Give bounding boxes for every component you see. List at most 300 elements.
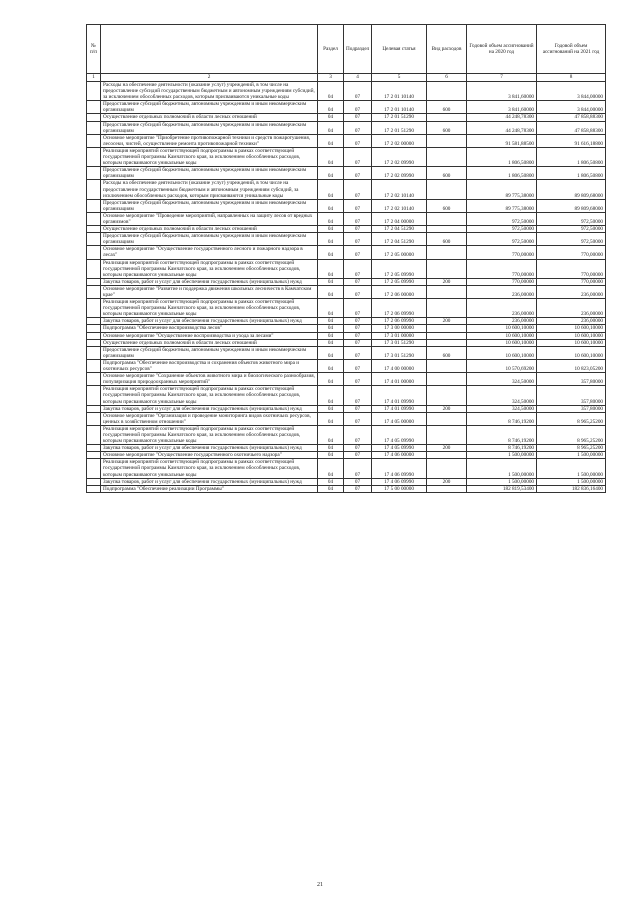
table-row — [87, 452, 606, 459]
row-name-cell: Реализация мероприятий соответствующей подпрограммы в рамках соответствующей государственной программы Камчатского края, за исключением обособленных расходов, которым присваиваются уникальные коды — [101, 259, 318, 278]
row-number-cell — [87, 299, 101, 318]
row-razdel-cell: 04 — [318, 339, 344, 346]
row-podrazdel-cell: 07 — [344, 212, 372, 225]
row-number-cell — [87, 445, 101, 452]
row-number-cell — [87, 325, 101, 332]
row-vr-cell — [427, 332, 467, 339]
header-col-razdel: Раздел — [318, 25, 344, 74]
row-csr-cell: 17 2 01 51290 — [372, 114, 427, 121]
row-podrazdel-cell: 07 — [344, 452, 372, 459]
row-razdel-cell: 04 — [318, 425, 344, 444]
row-2020-cell: 182 819,53400 — [467, 485, 537, 492]
table-row — [87, 101, 606, 114]
row-podrazdel-cell: 07 — [344, 485, 372, 492]
row-name-cell: Основное мероприятие "Осуществление государственного охотничьего надзора" — [101, 452, 318, 459]
row-razdel-cell: 04 — [318, 346, 344, 359]
row-razdel-cell: 04 — [318, 233, 344, 246]
table-row — [87, 212, 606, 225]
row-name-cell: Осуществление отдельных полномочий в области лесных отношений — [101, 226, 318, 233]
row-2020-cell: 10 600,10000 — [467, 346, 537, 359]
row-2021-cell: 10 600,10000 — [537, 332, 606, 339]
header-col-name — [101, 25, 318, 74]
row-podrazdel-cell: 07 — [344, 425, 372, 444]
row-2020-cell: 89 775,38000 — [467, 199, 537, 212]
row-2020-cell: 972,50000 — [467, 233, 537, 246]
row-name-cell: Реализация мероприятий соответствующей подпрограммы в рамках соответствующей государственной программы Камчатского края, за исключением обособленных расходов, которым присваиваются уникальные коды — [101, 459, 318, 478]
row-2020-cell: 91 581,88500 — [467, 134, 537, 147]
row-csr-cell: 17 5 00 00000 — [372, 485, 427, 492]
row-vr-cell — [427, 246, 467, 259]
row-2020-cell: 8 746,19200 — [467, 425, 537, 444]
row-csr-cell: 17 4 05 09990 — [372, 445, 427, 452]
table-row — [87, 82, 606, 101]
row-csr-cell: 17 4 06 00000 — [372, 452, 427, 459]
row-csr-cell: 17 2 06 09990 — [372, 318, 427, 325]
table-row — [87, 114, 606, 121]
row-csr-cell: 17 4 05 09990 — [372, 425, 427, 444]
row-number-cell — [87, 167, 101, 180]
header-col-podrazdel: Подраздел — [344, 25, 372, 74]
row-2021-cell: 1 500,00000 — [537, 459, 606, 478]
row-name-cell: Предоставление субсидий бюджетным, автономным учреждениям и иным некоммерческим организациям — [101, 167, 318, 180]
row-vr-cell — [427, 82, 467, 101]
row-number-cell — [87, 425, 101, 444]
row-number-cell — [87, 452, 101, 459]
row-podrazdel-cell: 07 — [344, 445, 372, 452]
row-razdel-cell: 04 — [318, 318, 344, 325]
row-2021-cell: 8 965,25200 — [537, 445, 606, 452]
row-razdel-cell: 04 — [318, 485, 344, 492]
row-podrazdel-cell: 07 — [344, 373, 372, 386]
row-name-cell: Основное мероприятие "Сохранение объектов животного мира и биологического разнообразия, популяризация природоохранных мероприятий" — [101, 373, 318, 386]
row-razdel-cell: 04 — [318, 180, 344, 199]
row-2021-cell: 10 600,10000 — [537, 339, 606, 346]
row-csr-cell: 17 2 06 09990 — [372, 299, 427, 318]
header-col-num: № п/п — [87, 25, 101, 74]
row-vr-cell: 600 — [427, 101, 467, 114]
row-name-cell: Закупка товаров, работ и услуг для обеспечения государственных (муниципальных) нужд — [101, 318, 318, 325]
row-podrazdel-cell: 07 — [344, 82, 372, 101]
row-csr-cell: 17 4 00 00000 — [372, 359, 427, 372]
column-number: 5 — [372, 74, 427, 82]
row-number-cell — [87, 346, 101, 359]
table-row — [87, 412, 606, 425]
column-number: 4 — [344, 74, 372, 82]
row-2021-cell: 10 600,10000 — [537, 325, 606, 332]
row-vr-cell — [427, 325, 467, 332]
row-2020-cell: 972,50000 — [467, 212, 537, 225]
row-2020-cell: 770,00000 — [467, 278, 537, 285]
row-2021-cell: 8 965,25200 — [537, 412, 606, 425]
row-csr-cell: 17 2 01 10140 — [372, 82, 427, 101]
row-podrazdel-cell: 07 — [344, 478, 372, 485]
row-2021-cell: 182 836,16400 — [537, 485, 606, 492]
row-2021-cell: 236,00000 — [537, 285, 606, 298]
row-2021-cell: 89 809,68000 — [537, 199, 606, 212]
row-csr-cell: 17 2 05 09990 — [372, 278, 427, 285]
row-2020-cell: 10 600,10000 — [467, 325, 537, 332]
column-number: 2 — [101, 74, 318, 82]
row-2020-cell: 89 775,38000 — [467, 180, 537, 199]
row-name-cell: Основное мероприятие "Осуществление государственного лесного и пожарного надзора в лесах" — [101, 246, 318, 259]
row-podrazdel-cell: 07 — [344, 346, 372, 359]
row-csr-cell: 17 2 04 51290 — [372, 233, 427, 246]
row-csr-cell: 17 3 00 00000 — [372, 325, 427, 332]
row-2021-cell: 357,80000 — [537, 405, 606, 412]
table-row — [87, 199, 606, 212]
row-2020-cell: 236,00000 — [467, 318, 537, 325]
row-vr-cell: 600 — [427, 199, 467, 212]
row-vr-cell: 600 — [427, 346, 467, 359]
row-csr-cell: 17 4 06 09990 — [372, 459, 427, 478]
table-row — [87, 325, 606, 332]
row-2020-cell: 1 500,00000 — [467, 459, 537, 478]
table-row — [87, 226, 606, 233]
row-vr-cell — [427, 373, 467, 386]
row-2020-cell: 8 746,19200 — [467, 412, 537, 425]
row-podrazdel-cell: 07 — [344, 386, 372, 405]
row-number-cell — [87, 233, 101, 246]
row-2021-cell: 1 806,50800 — [537, 147, 606, 166]
table-row — [87, 373, 606, 386]
row-number-cell — [87, 82, 101, 101]
row-2020-cell: 8 746,19200 — [467, 445, 537, 452]
row-vr-cell — [427, 226, 467, 233]
row-2020-cell: 770,00000 — [467, 259, 537, 278]
row-number-cell — [87, 199, 101, 212]
table-header-row — [87, 25, 606, 74]
row-podrazdel-cell: 07 — [344, 299, 372, 318]
row-2020-cell: 44 248,78300 — [467, 114, 537, 121]
row-number-cell — [87, 226, 101, 233]
row-razdel-cell: 04 — [318, 285, 344, 298]
row-razdel-cell: 04 — [318, 299, 344, 318]
row-number-cell — [87, 246, 101, 259]
table-row — [87, 121, 606, 134]
row-vr-cell — [427, 212, 467, 225]
row-vr-cell — [427, 259, 467, 278]
row-2020-cell: 3 841,60000 — [467, 101, 537, 114]
column-number: 1 — [87, 74, 101, 82]
row-razdel-cell: 04 — [318, 259, 344, 278]
row-vr-cell — [427, 452, 467, 459]
table-row — [87, 134, 606, 147]
row-name-cell: Основное мероприятие "Осуществление воспроизводства и ухода за лесами" — [101, 332, 318, 339]
table-row — [87, 167, 606, 180]
row-2020-cell: 324,50000 — [467, 405, 537, 412]
row-number-cell — [87, 114, 101, 121]
row-razdel-cell: 04 — [318, 412, 344, 425]
row-razdel-cell: 04 — [318, 325, 344, 332]
row-2020-cell: 770,00000 — [467, 246, 537, 259]
row-vr-cell — [427, 459, 467, 478]
row-csr-cell: 17 2 02 09990 — [372, 147, 427, 166]
row-2020-cell: 236,00000 — [467, 285, 537, 298]
column-number-row — [87, 74, 606, 82]
row-number-cell — [87, 121, 101, 134]
row-2021-cell: 770,00000 — [537, 246, 606, 259]
row-vr-cell — [427, 386, 467, 405]
row-vr-cell: 200 — [427, 278, 467, 285]
row-vr-cell — [427, 425, 467, 444]
table-row — [87, 445, 606, 452]
row-2020-cell: 1 806,50800 — [467, 147, 537, 166]
row-podrazdel-cell: 07 — [344, 226, 372, 233]
row-name-cell: Подпрограмма "Обеспечение воспроизводства и сохранения объектов животного мира и охотничьих ресурсов" — [101, 359, 318, 372]
row-csr-cell: 17 3 01 51290 — [372, 346, 427, 359]
table-row — [87, 147, 606, 166]
row-csr-cell: 17 3 01 00000 — [372, 332, 427, 339]
page-number: 21 — [317, 882, 323, 888]
row-number-cell — [87, 359, 101, 372]
row-razdel-cell: 04 — [318, 82, 344, 101]
table-row — [87, 339, 606, 346]
row-2020-cell: 1 500,00000 — [467, 478, 537, 485]
row-name-cell: Реализация мероприятий соответствующей подпрограммы в рамках соответствующей государственной программы Камчатского края, за исключением обособленных расходов, которым присваиваются уникальные коды — [101, 147, 318, 166]
header-col-2020: Годовой объем ассигнований на 2020 год — [467, 25, 537, 74]
row-name-cell: Закупка товаров, работ и услуг для обеспечения государственных (муниципальных) нужд — [101, 445, 318, 452]
row-podrazdel-cell: 07 — [344, 134, 372, 147]
row-number-cell — [87, 278, 101, 285]
row-csr-cell: 17 2 04 51290 — [372, 226, 427, 233]
row-2021-cell: 3 844,00000 — [537, 101, 606, 114]
row-2020-cell: 1 806,50800 — [467, 167, 537, 180]
row-2021-cell: 972,50000 — [537, 212, 606, 225]
row-razdel-cell: 04 — [318, 134, 344, 147]
row-number-cell — [87, 373, 101, 386]
row-number-cell — [87, 339, 101, 346]
row-csr-cell: 17 2 02 10140 — [372, 199, 427, 212]
row-podrazdel-cell: 07 — [344, 278, 372, 285]
row-2020-cell: 10 600,10000 — [467, 332, 537, 339]
row-2021-cell: 47 858,88300 — [537, 114, 606, 121]
row-2021-cell: 3 844,00000 — [537, 82, 606, 101]
row-name-cell: Закупка товаров, работ и услуг для обеспечения государственных (муниципальных) нужд — [101, 278, 318, 285]
row-razdel-cell: 04 — [318, 167, 344, 180]
row-razdel-cell: 04 — [318, 478, 344, 485]
row-name-cell: Основное мероприятие "Приобретение противопожарной техники и средств пожаротушения, лесосеки, чистей, осуществление ремонта противопожарной техники" — [101, 134, 318, 147]
row-name-cell: Расходы на обеспечение деятельности (оказание услуг) учреждений, в том числе на предоставление субсидий государственным бюджетным и автономным учреждениям субсидий, за исключением обособленных расходов, которым присваиваются уникальные коды — [101, 82, 318, 101]
row-podrazdel-cell: 07 — [344, 121, 372, 134]
row-name-cell: Подпрограмма "Обеспечение реализации Программы" — [101, 485, 318, 492]
row-podrazdel-cell: 07 — [344, 233, 372, 246]
row-csr-cell: 17 2 04 00000 — [372, 212, 427, 225]
row-vr-cell — [427, 359, 467, 372]
row-razdel-cell: 04 — [318, 147, 344, 166]
row-podrazdel-cell: 07 — [344, 167, 372, 180]
row-number-cell — [87, 412, 101, 425]
row-razdel-cell: 04 — [318, 459, 344, 478]
row-csr-cell: 17 4 05 00000 — [372, 412, 427, 425]
column-number: 7 — [467, 74, 537, 82]
row-vr-cell — [427, 134, 467, 147]
table-row — [87, 285, 606, 298]
row-vr-cell — [427, 299, 467, 318]
column-number: 3 — [318, 74, 344, 82]
row-2020-cell: 44 248,78300 — [467, 121, 537, 134]
row-razdel-cell: 04 — [318, 278, 344, 285]
row-razdel-cell: 04 — [318, 226, 344, 233]
row-2021-cell: 972,50000 — [537, 233, 606, 246]
row-2021-cell: 357,80000 — [537, 386, 606, 405]
row-csr-cell: 17 2 06 00000 — [372, 285, 427, 298]
row-2020-cell: 3 841,60000 — [467, 82, 537, 101]
row-name-cell: Осуществление отдельных полномочий в области лесных отношений — [101, 114, 318, 121]
row-name-cell: Реализация мероприятий соответствующей подпрограммы в рамках соответствующей государственной программы Камчатского края, за исключением обособленных расходов, которым присваиваются уникальные коды — [101, 386, 318, 405]
row-vr-cell — [427, 180, 467, 199]
row-number-cell — [87, 285, 101, 298]
row-2020-cell: 10 570,69200 — [467, 359, 537, 372]
table-row — [87, 332, 606, 339]
row-number-cell — [87, 180, 101, 199]
row-number-cell — [87, 147, 101, 166]
row-csr-cell: 17 2 01 10140 — [372, 101, 427, 114]
row-2021-cell: 47 858,88300 — [537, 121, 606, 134]
row-name-cell: Реализация мероприятий соответствующей подпрограммы в рамках соответствующей государственной программы Камчатского края, за исключением обособленных расходов, которым присваиваются уникальные коды — [101, 425, 318, 444]
row-razdel-cell: 04 — [318, 359, 344, 372]
row-csr-cell: 17 4 01 09990 — [372, 386, 427, 405]
table-row — [87, 359, 606, 372]
row-name-cell: Реализация мероприятий соответствующей подпрограммы в рамках соответствующей государственной программы Камчатского края, за исключением обособленных расходов, которым присваиваются уникальные коды — [101, 299, 318, 318]
table-row — [87, 180, 606, 199]
row-podrazdel-cell: 07 — [344, 180, 372, 199]
row-csr-cell: 17 2 02 00000 — [372, 134, 427, 147]
row-razdel-cell: 04 — [318, 101, 344, 114]
row-2021-cell: 236,00000 — [537, 318, 606, 325]
row-razdel-cell: 04 — [318, 373, 344, 386]
row-name-cell: Основное мероприятие "Проведение мероприятий, направленных на защиту лесов от вредных организмов" — [101, 212, 318, 225]
row-csr-cell: 17 2 05 00000 — [372, 246, 427, 259]
column-number: 6 — [427, 74, 467, 82]
row-podrazdel-cell: 07 — [344, 459, 372, 478]
row-podrazdel-cell: 07 — [344, 405, 372, 412]
row-2021-cell: 1 806,50800 — [537, 167, 606, 180]
row-vr-cell — [427, 285, 467, 298]
row-razdel-cell: 04 — [318, 445, 344, 452]
row-number-cell — [87, 332, 101, 339]
table-row — [87, 386, 606, 405]
row-podrazdel-cell: 07 — [344, 412, 372, 425]
row-podrazdel-cell: 07 — [344, 325, 372, 332]
row-razdel-cell: 04 — [318, 212, 344, 225]
row-razdel-cell: 04 — [318, 199, 344, 212]
row-number-cell — [87, 134, 101, 147]
row-number-cell — [87, 101, 101, 114]
row-2021-cell: 1 500,00000 — [537, 478, 606, 485]
row-razdel-cell: 04 — [318, 386, 344, 405]
row-csr-cell: 17 2 02 09990 — [372, 167, 427, 180]
table-row — [87, 233, 606, 246]
row-vr-cell: 200 — [427, 478, 467, 485]
table-row — [87, 278, 606, 285]
table-row — [87, 259, 606, 278]
row-csr-cell: 17 4 01 00000 — [372, 373, 427, 386]
row-2021-cell: 10 600,10000 — [537, 346, 606, 359]
budget-table — [86, 24, 606, 493]
row-number-cell — [87, 405, 101, 412]
row-number-cell — [87, 259, 101, 278]
row-2020-cell: 10 600,10000 — [467, 339, 537, 346]
row-2021-cell: 236,00000 — [537, 299, 606, 318]
row-csr-cell: 17 2 02 10140 — [372, 180, 427, 199]
row-name-cell: Подпрограмма "Обеспечение воспроизводства лесов" — [101, 325, 318, 332]
row-2021-cell: 770,00000 — [537, 278, 606, 285]
column-number: 8 — [537, 74, 606, 82]
row-razdel-cell: 04 — [318, 332, 344, 339]
row-name-cell: Расходы на обеспечение деятельности (оказание услуг) учреждений, в том числе на предоставление государственным бюджетным и автономным учреждениям субсидий, за исключением обособленных расходов, которым присваиваются уникальные коды — [101, 180, 318, 199]
row-razdel-cell: 04 — [318, 246, 344, 259]
table-row — [87, 346, 606, 359]
row-2020-cell: 972,50000 — [467, 226, 537, 233]
row-2021-cell: 972,50000 — [537, 226, 606, 233]
header-col-csr: Целевая статья — [372, 25, 427, 74]
row-name-cell: Основное мероприятие "Развитие и поддержка движения школьных лесничеств в Камчатском крае" — [101, 285, 318, 298]
row-name-cell: Предоставление субсидий бюджетным, автономным учреждениям и иным некоммерческим организациям — [101, 233, 318, 246]
row-name-cell: Предоставление субсидий бюджетным, автономным учреждениям и иным некоммерческим организациям — [101, 346, 318, 359]
row-2021-cell: 770,00000 — [537, 259, 606, 278]
row-vr-cell — [427, 485, 467, 492]
table-row — [87, 299, 606, 318]
row-vr-cell — [427, 412, 467, 425]
row-podrazdel-cell: 07 — [344, 199, 372, 212]
table-row — [87, 459, 606, 478]
table-row — [87, 485, 606, 492]
row-2021-cell: 89 809,68000 — [537, 180, 606, 199]
row-number-cell — [87, 485, 101, 492]
row-number-cell — [87, 318, 101, 325]
row-podrazdel-cell: 07 — [344, 339, 372, 346]
row-podrazdel-cell: 07 — [344, 259, 372, 278]
row-vr-cell: 200 — [427, 318, 467, 325]
row-name-cell: Осуществление отдельных полномочий в области лесных отношений — [101, 339, 318, 346]
row-csr-cell: 17 2 05 09990 — [372, 259, 427, 278]
row-razdel-cell: 04 — [318, 405, 344, 412]
row-name-cell: Предоставление субсидий бюджетным, автономным учреждениям и иным некоммерческим организациям — [101, 121, 318, 134]
row-csr-cell: 17 4 01 09990 — [372, 405, 427, 412]
row-podrazdel-cell: 07 — [344, 101, 372, 114]
row-number-cell — [87, 212, 101, 225]
row-name-cell: Закупка товаров, работ и услуг для обеспечения государственных (муниципальных) нужд — [101, 478, 318, 485]
header-col-2021: Годовой объем ассигнований на 2021 год — [537, 25, 606, 74]
row-podrazdel-cell: 07 — [344, 285, 372, 298]
row-vr-cell: 200 — [427, 445, 467, 452]
row-name-cell: Закупка товаров, работ и услуг для обеспечения государственных (муниципальных) нужд — [101, 405, 318, 412]
row-razdel-cell: 04 — [318, 121, 344, 134]
row-vr-cell: 600 — [427, 233, 467, 246]
header-col-vr: Вид расходов — [427, 25, 467, 74]
row-vr-cell: 200 — [427, 405, 467, 412]
row-name-cell: Предоставление субсидий бюджетным, автономным учреждениям и иным некоммерческим организациям — [101, 199, 318, 212]
row-podrazdel-cell: 07 — [344, 114, 372, 121]
row-razdel-cell: 04 — [318, 452, 344, 459]
row-2020-cell: 324,50000 — [467, 373, 537, 386]
row-csr-cell: 17 2 01 51290 — [372, 121, 427, 134]
row-2020-cell: 324,50000 — [467, 386, 537, 405]
row-podrazdel-cell: 07 — [344, 318, 372, 325]
row-razdel-cell: 04 — [318, 114, 344, 121]
row-podrazdel-cell: 07 — [344, 359, 372, 372]
row-podrazdel-cell: 07 — [344, 147, 372, 166]
row-2021-cell: 91 616,18800 — [537, 134, 606, 147]
row-2021-cell: 10 823,05200 — [537, 359, 606, 372]
table-row — [87, 246, 606, 259]
row-2020-cell: 236,00000 — [467, 299, 537, 318]
row-number-cell — [87, 459, 101, 478]
row-podrazdel-cell: 07 — [344, 332, 372, 339]
row-csr-cell: 17 4 06 09990 — [372, 478, 427, 485]
row-name-cell: Основное мероприятие "Организация и проведение мониторинга видов охотничьих ресурсов, ценных в хозяйственном отношении" — [101, 412, 318, 425]
row-number-cell — [87, 386, 101, 405]
